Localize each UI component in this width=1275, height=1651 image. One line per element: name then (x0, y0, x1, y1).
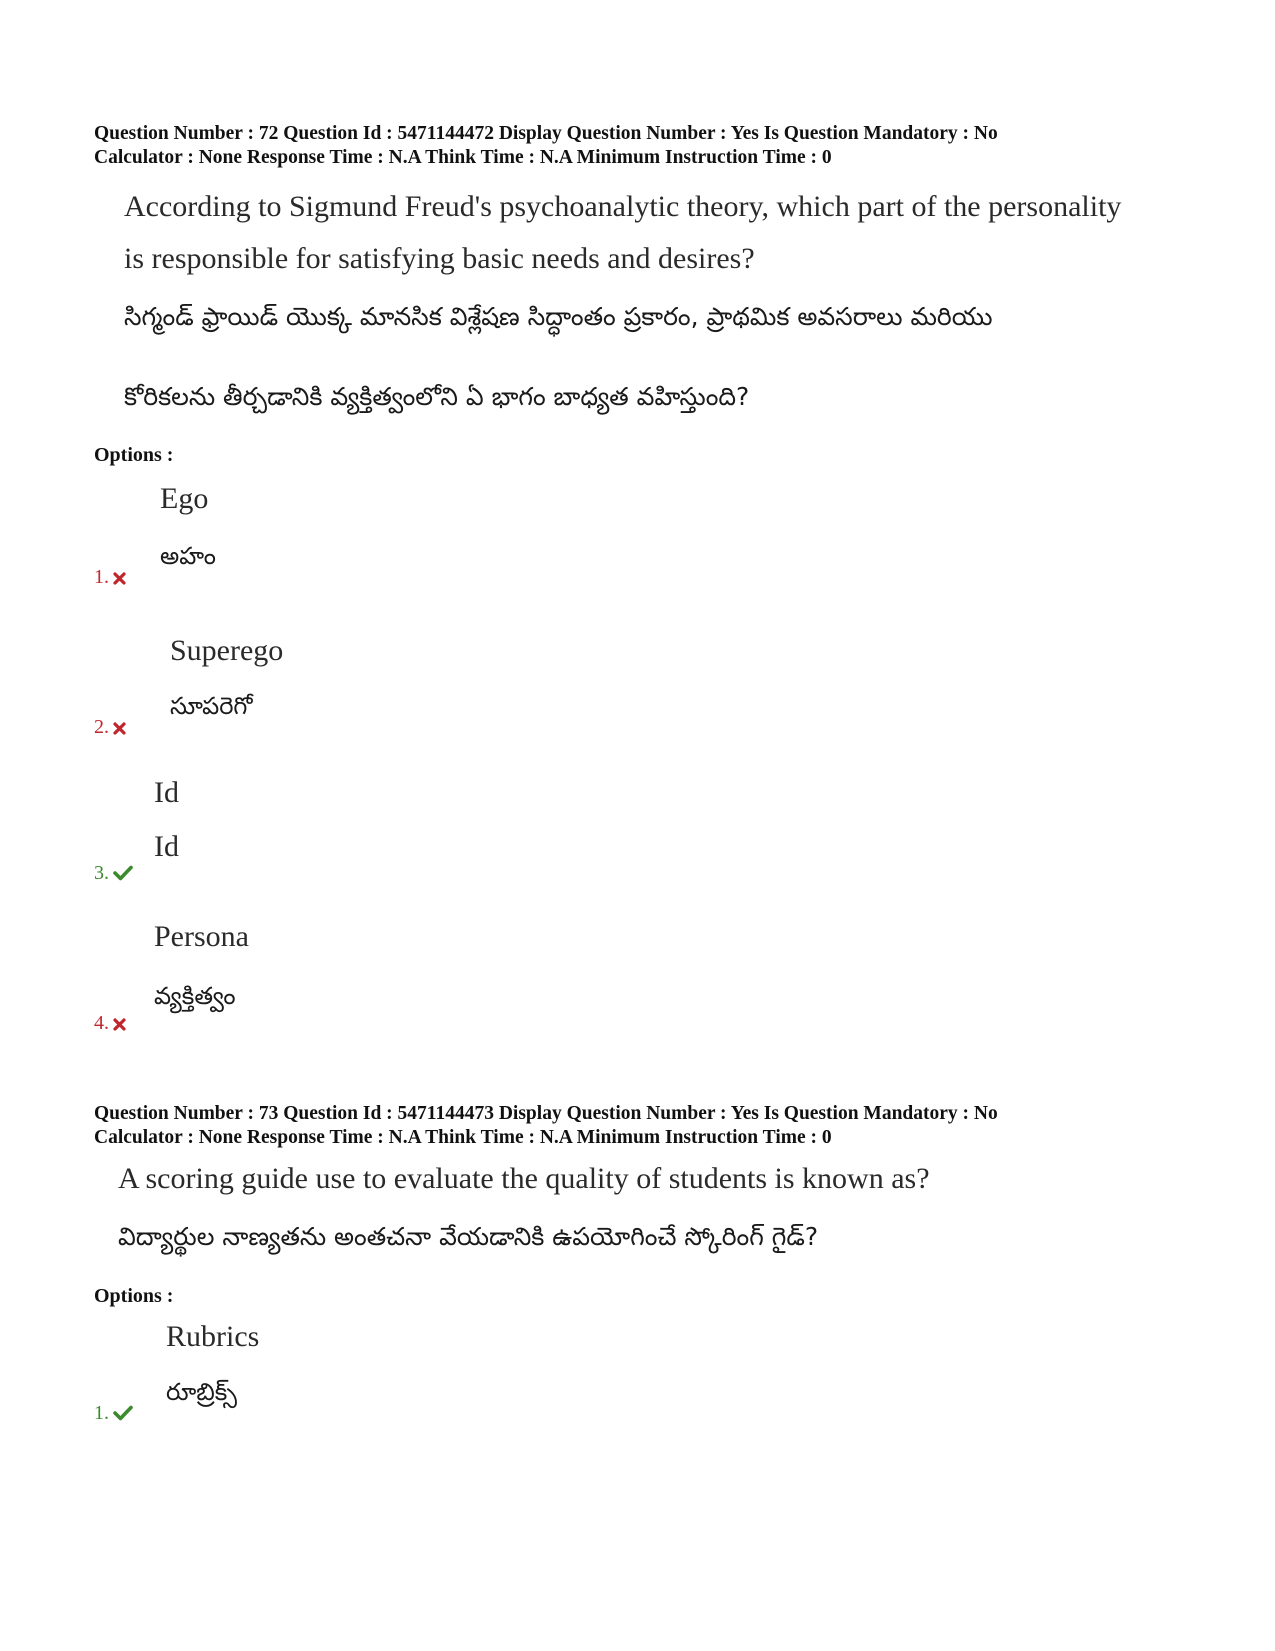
option-text-te: వ్యక్తిత్వం (154, 982, 236, 1010)
option-text-en: Id (154, 776, 179, 809)
cross-icon (113, 718, 126, 741)
option-text-en: Persona (154, 920, 249, 953)
question-text-te: కోరికలను తీర్చడానికి వ్యక్తిత్వంలోని ఏ భాగం బాధ్యత వహిస్తుంది? (124, 382, 750, 411)
option-text-en: Superego (170, 634, 284, 667)
question-meta-line1: Question Number : 73 Question Id : 5471144473 Display Question Number : Yes Is Question Mandatory : No (94, 1103, 998, 1124)
cross-icon (113, 1014, 126, 1037)
option-text-te: అహం (160, 542, 216, 570)
option-number (94, 1012, 126, 1037)
option-number-label: 4. (94, 1012, 109, 1034)
question-text-te: సిగ్మండ్ ఫ్రాయిడ్ యొక్క మానసిక విశ్లేషణ సిద్ధాంతం ప్రకారం, ప్రాథమిక అవసరాలు మరియు (124, 302, 993, 331)
check-icon (113, 864, 133, 887)
question-meta-line2: Calculator : None Response Time : N.A Think Time : N.A Minimum Instruction Time : 0 (94, 1127, 832, 1148)
check-icon (113, 1404, 133, 1427)
option-number (94, 566, 126, 591)
option-number-label: 3. (94, 862, 109, 884)
option-text-en: Ego (160, 482, 209, 515)
question-text-en: According to Sigmund Freud's psychoanalytic theory, which part of the personality (124, 190, 1122, 223)
option-text-en: Rubrics (166, 1320, 260, 1353)
question-text-te: విద్యార్థుల నాణ్యతను అంతచనా వేయడానికి ఉపయోగించే స్కోరింగ్ గైడ్? (118, 1222, 819, 1251)
question-text-en: A scoring guide use to evaluate the quality of students is known as? (118, 1162, 930, 1195)
cross-icon (113, 568, 126, 591)
option-number (94, 1402, 133, 1427)
option-text-te: Id (154, 830, 179, 863)
question-meta-line1: Question Number : 72 Question Id : 5471144472 Display Question Number : Yes Is Question Mandatory : No (94, 123, 998, 144)
option-number (94, 862, 133, 887)
option-number-label: 2. (94, 716, 109, 738)
options-label: Options : (94, 1285, 174, 1307)
option-text-te: సూపరెగో (170, 692, 253, 720)
option-text-te: రూబ్రిక్స్ (166, 1378, 238, 1406)
option-number-label: 1. (94, 566, 109, 588)
question-text-en: is responsible for satisfying basic needs and desires? (124, 242, 755, 275)
options-label: Options : (94, 444, 174, 466)
question-meta-line2: Calculator : None Response Time : N.A Think Time : N.A Minimum Instruction Time : 0 (94, 147, 832, 168)
option-number (94, 716, 126, 741)
option-number-label: 1. (94, 1402, 109, 1424)
